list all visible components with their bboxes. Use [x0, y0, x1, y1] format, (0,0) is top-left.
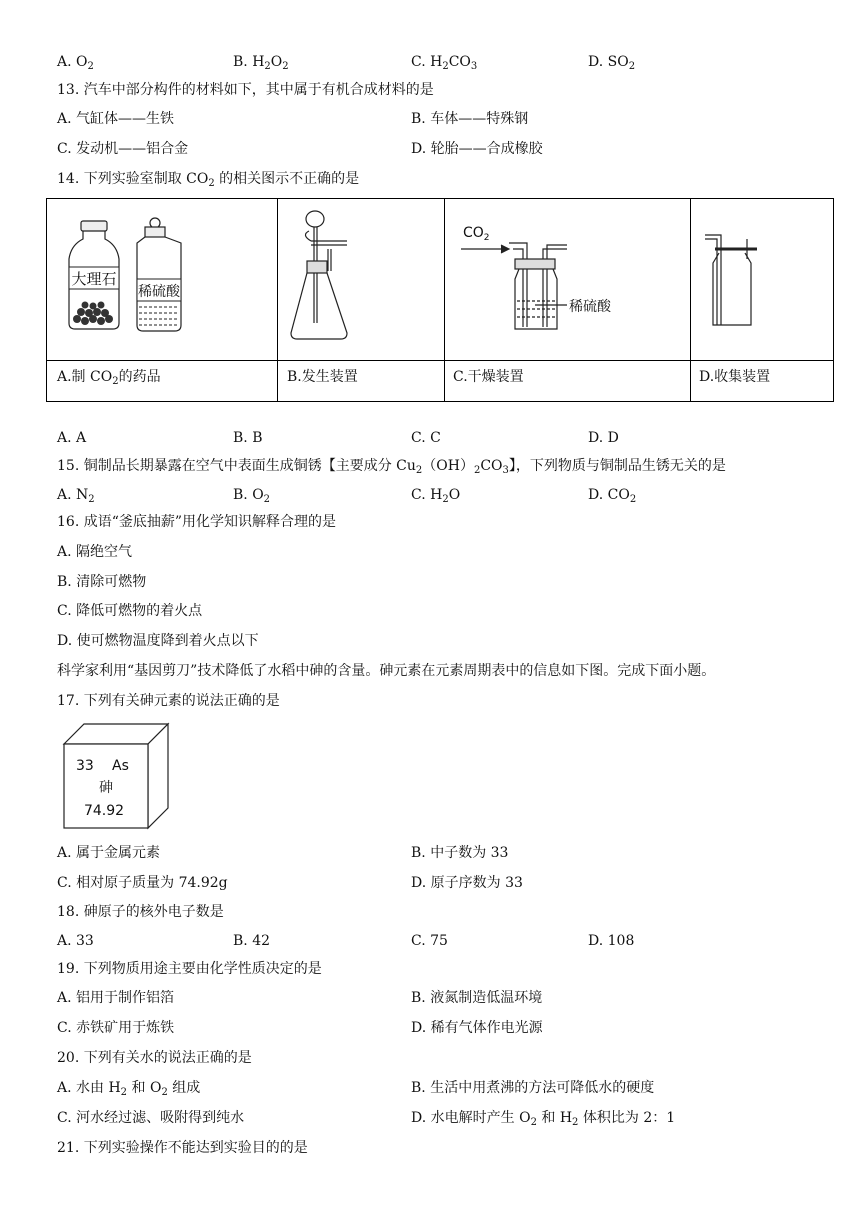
q19-option-d: D. 稀有气体作电光源 [411, 1020, 543, 1036]
q18-option-c: C. 75 [411, 933, 448, 949]
q18-option-b: B. 42 [233, 933, 271, 949]
q17-stem: 17. 下列有关砷元素的说法正确的是 [57, 693, 280, 709]
q14-option-b: B. B [233, 430, 263, 446]
acid-label: 稀硫酸 [138, 284, 180, 300]
q15-option-c: C. $H_2O$ [411, 487, 461, 505]
delivery-tube [311, 241, 347, 245]
q14-stem: 14. 下列实验室制取 $CO_2$ 的相关图示不正确的是 [57, 171, 360, 189]
funnel-bulb [306, 211, 324, 227]
q18-stem: 18. 砷原子的核外电子数是 [57, 904, 224, 920]
bottle-stopper [515, 259, 555, 269]
q21-stem: 21. 下列实验操作不能达到实验目的的是 [57, 1140, 308, 1156]
atomic-mass: 74.92 [83, 803, 125, 819]
q16-stem: 16. 成语“釜底抽薪”用化学知识解释合理的是 [57, 514, 337, 530]
q20-stem: 20. 下列有关水的说法正确的是 [57, 1050, 252, 1066]
generation-apparatus-figure [287, 201, 437, 351]
q17-option-a: A. 属于金属元素 [57, 845, 161, 861]
table-divider [277, 199, 278, 401]
co2-label: $CO_2$ [463, 225, 490, 243]
q17-option-b: B. 中子数为 33 [411, 845, 509, 861]
q16-option-b: B. 清除可燃物 [57, 574, 147, 590]
wash-bottle [515, 269, 557, 329]
drying-apparatus-figure [457, 201, 687, 351]
q18-option-a: A. 33 [57, 933, 94, 949]
caption-c: C.干燥装置 [453, 369, 524, 385]
q19-option-b: B. 液氮制造低温环境 [411, 990, 543, 1006]
inlet-tube [509, 243, 527, 327]
q15-option-d: D. $CO_2$ [588, 487, 637, 505]
q16-option-a: A. 隔绝空气 [57, 544, 133, 560]
passage-intro: 科学家利用“基因剪刀”技术降低了水稻中砷的含量。砷元素在元素周期表中的信息如下图。完成下面小题。 [57, 663, 716, 679]
caption-b: B.发生装置 [287, 369, 358, 385]
q19-option-a: A. 铝用于制作铝箔 [57, 990, 175, 1006]
gas-bottle [713, 253, 751, 325]
q14-option-a: A. A [57, 430, 87, 446]
q14-figure-table [46, 198, 834, 402]
q12-option-d: D. $SO_2$ [588, 54, 636, 72]
acid2-label: 稀硫酸 [569, 299, 611, 315]
acid-bottle [137, 218, 181, 331]
q19-option-c: C. 赤铁矿用于炼铁 [57, 1020, 175, 1036]
q14-option-c: C. C [411, 430, 441, 446]
q18-option-d: D. 108 [588, 933, 635, 949]
collection-apparatus-figure [701, 201, 821, 351]
q14-option-d: D. D [588, 430, 619, 446]
q13-stem: 13. 汽车中部分构件的材料如下，其中属于有机合成材料的是 [57, 82, 434, 98]
q13-option-c: C. 发动机——铝合金 [57, 141, 189, 157]
element-name: 砷 [99, 780, 113, 796]
q16-option-c: C. 降低可燃物的着火点 [57, 603, 203, 619]
q19-stem: 19. 下列物质用途主要由化学性质决定的是 [57, 961, 322, 977]
q12-option-b: B. $H_2O_2$ [233, 54, 289, 72]
marble-label: 大理石 [71, 270, 117, 288]
q12-option-c: C. $H_2CO_3$ [411, 54, 478, 72]
q17-option-c: C. 相对原子质量为 74.92g [57, 875, 228, 891]
atomic-number: 33 [76, 758, 94, 774]
table-row-divider [47, 360, 833, 361]
caption-a: A.制 $CO_2$的药品 [57, 369, 161, 387]
q20-option-c: C. 河水经过滤、吸附得到纯水 [57, 1110, 245, 1126]
q20-option-b: B. 生活中用煮沸的方法可降低水的硬度 [411, 1080, 655, 1096]
element-symbol: As [112, 758, 129, 774]
table-divider [444, 199, 445, 401]
acid-liquid [139, 307, 179, 325]
table-divider [690, 199, 691, 401]
q16-option-d: D. 使可燃物温度降到着火点以下 [57, 633, 259, 649]
q12-option-a: A. $O_2$ [57, 54, 94, 72]
stopper [307, 261, 327, 273]
caption-d: D.收集装置 [699, 369, 771, 385]
q13-option-d: D. 轮胎——合成橡胶 [411, 141, 543, 157]
outlet-tube [543, 245, 567, 327]
q20-option-d: D. 水电解时产生 $O_2$ 和 $H_2$ 体积比为 2：1 [411, 1110, 676, 1128]
q15-stem: 15. 铜制品长期暴露在空气中表面生成铜锈【主要成分 $Cu_2(OH)_2CO_3$】，下列物质与铜制品生锈无关的是 [57, 458, 726, 476]
q15-option-a: A. $N_2$ [57, 487, 95, 505]
q17-option-d: D. 原子序数为 33 [411, 875, 523, 891]
marble-pebbles [73, 302, 113, 326]
q20-option-a: A. 水由 $H_2$ 和 $O_2$ 组成 [57, 1080, 201, 1098]
element-cell-figure [62, 722, 174, 832]
conical-flask [291, 273, 347, 339]
reagent-bottles-figure [57, 201, 257, 351]
q13-option-a: A. 气缸体——生铁 [57, 111, 175, 127]
q15-option-b: B. $O_2$ [233, 487, 271, 505]
q13-option-b: B. 车体——特殊钢 [411, 111, 529, 127]
